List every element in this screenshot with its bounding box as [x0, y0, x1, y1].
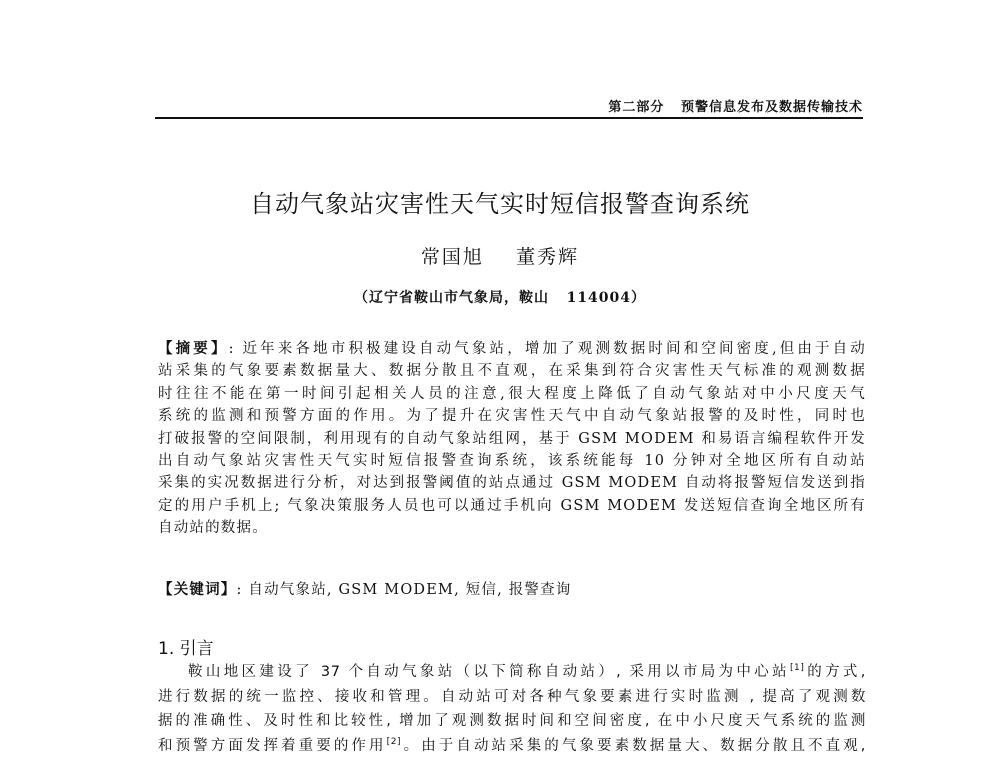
paper-authors: 常国旭 董秀辉	[420, 246, 580, 268]
abstract-line: 定的用户手机上; 气象决策服务人员也可以通过手机向 GSM MODEM 发送短信查询全地区所有	[158, 497, 866, 514]
abstract-line: 打破报警的空间限制，利用现有的自动气象站组网，基于 GSM MODEM 和易语言编程软件开发	[158, 430, 866, 447]
abstract-text: : 近年来各地市积极建设自动气象站，增加了观测数据时间和空间密度,但由于自动	[228, 341, 866, 357]
abstract-line: 系统的监测和预警方面的作用。为了提升在灾害性天气中自动气象站报警的及时性，同时也	[158, 408, 866, 425]
paper-affiliation: （辽宁省鞍山市气象局，鞍山 114004）	[353, 290, 647, 306]
abstract-block	[158, 338, 866, 540]
abstract-line: 时往往不能在第一时间引起相关人员的注意,很大程度上降低了自动气象站对中小尺度天气	[158, 385, 866, 402]
section-body-introduction	[158, 660, 866, 758]
abstract-line: 采集的实况数据进行分析，对达到报警阈值的站点通过 GSM MODEM 自动将报警短信发送到指	[158, 475, 866, 492]
paper-title: 自动气象站灾害性天气实时短信报警查询系统	[250, 190, 750, 218]
running-header: 第二部分 预警信息发布及数据传输技术	[608, 100, 863, 115]
body-line: 鞍山地区建设了 37 个自动气象站（以下简称自动站）, 采用以市局为中心站[1]的方式,	[188, 663, 866, 680]
keywords-label: 【关键词】	[158, 582, 237, 598]
abstract-label: 【摘要】	[158, 341, 229, 357]
body-line: 进行数据的统一监控、接收和管理。自动站可对各种气象要素进行实时监测 , 提高了观测数	[158, 688, 866, 705]
citation-ref[interactable]: [1]	[789, 663, 805, 673]
body-line: 据的准确性、及时性和比较性, 增加了观测数据时间和空间密度, 在中小尺度天气系统的监测	[158, 713, 866, 729]
abstract-line: 出自动气象站灾害性天气实时短信报警查询系统，该系统能每 10 分钟对全地区所有自动站	[158, 453, 866, 470]
abstract-line: 自动站的数据。	[158, 520, 268, 537]
abstract-line	[158, 338, 866, 360]
keywords-line	[158, 578, 866, 599]
abstract-line: 站采集的气象要素数据量大、数据分散且不直观，在采集到符合灾害性天气标准的观测数据	[158, 363, 866, 380]
citation-ref[interactable]: [2]	[386, 736, 402, 747]
keywords-text: : 自动气象站, GSM MODEM, 短信, 报警查询	[236, 582, 572, 598]
body-line: 和预警方面发挥着重要的作用[2]。由于自动站采集的气象要素数据量大、数据分散且不直观,	[158, 736, 866, 754]
header-rule-divider	[155, 117, 863, 119]
section-heading-introduction: 1. 引言	[158, 639, 214, 659]
